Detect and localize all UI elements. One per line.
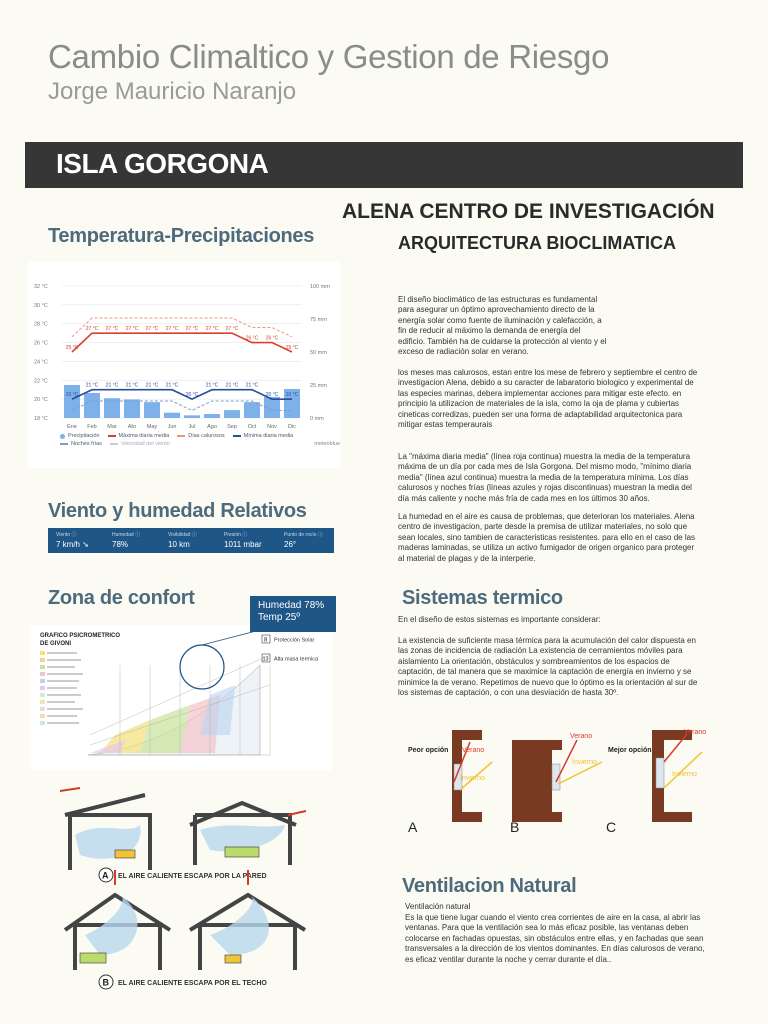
wind-cell-dewpoint: Punto de rocío ⓘ 26° bbox=[284, 532, 323, 549]
window-orientation-diagram bbox=[402, 722, 712, 842]
thermal-intro: En el diseño de estos sistemas es importante considerar: bbox=[398, 615, 601, 624]
precip-tick-label: 75 mm bbox=[310, 317, 327, 323]
precip-bar bbox=[84, 393, 100, 418]
month-label: Nov bbox=[267, 424, 277, 430]
min-temp-label: 21 °C bbox=[105, 382, 119, 389]
precip-bar bbox=[124, 400, 140, 418]
thermal-body: La existencia de suficiente masa térmica para la acumulación del calor dispuesta en las zonas de incidencia de radiación La existencia de cerramientos móviles para aislamiento La orientación, obstáculos y sombreamientos de los espacios de captación, de tal manera que se maximice la captación de energía en invierno y se minimice la de verano. Repetimos de nuevo que lo óptimo es la orientación al sur de los sistemas de captación, o con una desviación de hasta 30º. bbox=[398, 636, 698, 698]
wind-section-heading: Viento y humedad Relativos bbox=[48, 500, 307, 522]
max-temp-label: 27 °C bbox=[165, 326, 179, 333]
para-bioclimatic: El diseño bioclimático de las estructuras es fundamental para asegurar un óptimo aprovechamiento directo de la energía solar como fuente de iluminación y calefacción, a fin de reducir al máximo la demanda de energía del edificio. También ha de cuidarse la protección al viento y el exceso de radiación solar en verano. bbox=[398, 295, 607, 357]
letter-c: C bbox=[606, 819, 617, 835]
window-orientation-svg bbox=[402, 722, 712, 842]
ventilation-body: Es la que tiene lugar cuando el viento crea corrientes de aire en la casa, al abrir las ventanas. Para que la ventilación sea lo más eficaz posible, las ventanas deben colocarse en fachadas opuestas, sin obstáculos entre ellas, y en fachadas que sean transversales a la dirección de los vientos dominantes. En días calurosos de verano, es eficaz ventilar durante la noche y cerrar durante el día.. bbox=[405, 913, 705, 964]
wind-cell-pressure: Presión ⓘ 1011 mbar bbox=[224, 532, 262, 549]
max-temp-label: 26 °C bbox=[245, 335, 259, 342]
temp-tick-label: 32 °C bbox=[34, 284, 48, 290]
min-temp-label: 21 °C bbox=[205, 382, 219, 389]
house-a-right bbox=[190, 803, 296, 865]
para-max-mean: La "máxima diaria media" (línea roja continua) muestra la media de la temperatura máxima de un día por cada mes de Isla Gorgona. Del mismo modo, "mínimo diaria media" (línea azul continua) muestra la media de la temperatura mínima. Los días calurosos y noches frías (líneas azules y rojas discontinuas) muestran la media del día más caliente y noche más fría de cada mes en los últimos 30 años. bbox=[398, 452, 692, 503]
page-title: Cambio Climaltico y Gestion de Riesgo bbox=[48, 38, 610, 75]
max-temp-label: 27 °C bbox=[185, 326, 199, 333]
max-temp-label: 27 °C bbox=[225, 326, 239, 333]
para-humidity: La humedad en el aire es causa de problemas, que deterioran los materiales. Alena centro de investigacion, parte desde la premisa de utilizar materiales, no solo que sean locales, sino tambien de caracteristicas resistentes. para ello en el caso de las maderas laminadas, se utiliza un activo fumigador de origen organico para proteger al material de plagas y de la interperie. bbox=[398, 512, 696, 563]
precip-bar bbox=[244, 402, 260, 418]
comfort-highlight-circle bbox=[180, 645, 224, 689]
month-label: Feb bbox=[87, 424, 97, 430]
house-b-left bbox=[65, 895, 170, 970]
ventilation-subtitle: Ventilación natural bbox=[405, 902, 471, 911]
temp-tick-label: 26 °C bbox=[34, 340, 48, 347]
min-temp-label: 20 °C bbox=[185, 392, 199, 399]
caption-a: EL AIRE CALIENTE ESCAPA POR LA PARED bbox=[118, 873, 267, 880]
month-label: Dic bbox=[288, 424, 296, 430]
wind-cell-visibility: Visibilidad ⓘ 10 km bbox=[168, 532, 197, 549]
ventilation-section-heading: Ventilacion Natural bbox=[402, 875, 577, 897]
callout-humidity: Humedad 78% bbox=[258, 600, 325, 611]
min-temp-label: 21 °C bbox=[145, 382, 159, 389]
max-temp-label: 25 °C bbox=[285, 345, 299, 351]
min-temp-label: 21 °C bbox=[225, 382, 239, 389]
month-label: Ene bbox=[67, 424, 77, 430]
chart-legend bbox=[60, 433, 340, 449]
option-c bbox=[606, 729, 706, 835]
min-temp-label: 20 °C bbox=[65, 392, 79, 399]
letter-a: A bbox=[408, 819, 418, 835]
badge-8-num: 8 bbox=[264, 637, 268, 644]
month-label: Jul bbox=[188, 424, 196, 430]
givoni-title-1: GRAFICO PSICROMETRICO bbox=[40, 633, 121, 639]
caption-a-letter: A bbox=[102, 870, 109, 881]
month-label: May bbox=[146, 424, 158, 430]
legend-brand: meteoblue bbox=[314, 441, 340, 447]
heat-arrow bbox=[60, 788, 80, 791]
legend-precip: Precipitación bbox=[60, 433, 100, 439]
wind-cell-wind: Viento ⓘ 7 km/h ➘ bbox=[56, 532, 89, 549]
summer-label-a: Verano bbox=[462, 747, 485, 754]
ventilation-diagram bbox=[60, 785, 320, 995]
max-temp-label: 27 °C bbox=[125, 326, 139, 333]
givoni-legend bbox=[40, 651, 83, 725]
legend-min: Mínima diaria media bbox=[233, 433, 294, 439]
worst-label: Peor opción bbox=[408, 747, 449, 754]
precip-bar bbox=[64, 385, 80, 418]
legend-max: Máxima diaria media bbox=[108, 433, 170, 439]
precip-tick-label: 100 mm bbox=[310, 284, 330, 290]
option-a bbox=[408, 730, 492, 835]
center-heading-1: ALENA CENTRO DE INVESTIGACIÓN bbox=[342, 200, 715, 223]
wind-cell-humidity: Humedad ⓘ 78% bbox=[112, 532, 141, 549]
winter-label-c: Invierno bbox=[672, 771, 697, 778]
min-temp-label: 20 °C bbox=[285, 392, 299, 399]
temp-tick-label: 22 °C bbox=[34, 378, 48, 385]
callout-line bbox=[202, 630, 260, 645]
caption-b-letter: B bbox=[102, 977, 109, 988]
banner-title: ISLA GORGONA bbox=[56, 148, 269, 179]
thermal-section-heading: Sistemas termico bbox=[402, 587, 563, 609]
temp-section-heading: Temperatura-Precipitaciones bbox=[48, 225, 315, 247]
max-temp-label: 25 °C bbox=[65, 345, 79, 351]
page-author: Jorge Mauricio Naranjo bbox=[48, 78, 297, 105]
legend-cold: Noches frías bbox=[60, 441, 102, 447]
min-temp-line bbox=[72, 390, 292, 399]
max-temp-label: 26 °C bbox=[265, 335, 279, 342]
max-temp-label: 27 °C bbox=[205, 326, 219, 333]
month-label: Mar bbox=[107, 424, 117, 430]
center-heading-2: ARQUITECTURA BIOCLIMATICA bbox=[398, 233, 676, 253]
givoni-title-2: DE GIVONI bbox=[40, 641, 72, 647]
callout-temp: Temp 25º bbox=[258, 612, 301, 623]
badge-13-num: 13 bbox=[262, 656, 269, 663]
min-temp-label: 21 °C bbox=[165, 382, 179, 389]
legend-hot: Días calurosos bbox=[177, 433, 224, 439]
comfort-section-heading: Zona de confort bbox=[48, 587, 195, 609]
month-label: Ago bbox=[207, 424, 217, 430]
temp-tick-label: 20 °C bbox=[34, 397, 48, 404]
precip-bar bbox=[144, 402, 160, 418]
precip-bar bbox=[204, 414, 220, 418]
month-label: Sep bbox=[227, 424, 237, 430]
precip-bar bbox=[164, 413, 180, 418]
precip-tick-label: 0 mm bbox=[310, 416, 324, 422]
min-temp-label: 21 °C bbox=[125, 382, 139, 389]
max-temp-label: 27 °C bbox=[145, 326, 159, 333]
month-label: Abr bbox=[127, 424, 137, 430]
precip-tick-label: 50 mm bbox=[310, 350, 327, 356]
min-temp-label: 21 °C bbox=[245, 382, 259, 389]
min-temp-label: 21 °C bbox=[85, 382, 99, 389]
badge-8-label: Protección Solar bbox=[274, 637, 315, 644]
temp-tick-label: 24 °C bbox=[34, 359, 48, 366]
winter-label-b: Invierno bbox=[572, 759, 597, 766]
givoni-chart bbox=[30, 625, 332, 770]
option-b bbox=[510, 733, 602, 835]
temp-tick-label: 30 °C bbox=[34, 302, 48, 309]
precip-bar bbox=[184, 415, 200, 418]
min-temp-label: 20 °C bbox=[265, 392, 279, 399]
legend-wind: Velocidad del viento bbox=[110, 441, 170, 447]
ventilation-diagram-svg bbox=[60, 785, 320, 995]
max-temp-label: 27 °C bbox=[85, 326, 99, 333]
givoni-chart-svg bbox=[30, 625, 332, 770]
temp-tick-label: 28 °C bbox=[34, 321, 48, 328]
badge-13-label: Alta masa termica bbox=[274, 656, 319, 663]
house-b-right bbox=[190, 895, 305, 970]
house-a-left bbox=[65, 795, 150, 870]
caption-b: EL AIRE CALIENTE ESCAPA POR EL TECHO bbox=[118, 980, 267, 987]
max-temp-label: 27 °C bbox=[105, 326, 119, 333]
precip-tick-label: 25 mm bbox=[310, 383, 327, 389]
wind-bar bbox=[48, 528, 334, 553]
comfort-callout bbox=[250, 596, 336, 632]
month-label: Jun bbox=[167, 424, 177, 430]
para-hot-months: los meses mas calurosos, estan entre los mese de febrero y septiembre el centro de investigacion Alena, debido a su caracter de labaratorio biologico y experimental de las especies marinas, debera implementar acciones para mitigar este efecto. en principio la utilizacion de materiales de la isla, como la oja de plama y cubiertas cineticas corredizas, pueden ser una forma de adaptabilidad arquitectonica para mitigar estas temperaurais bbox=[398, 368, 698, 430]
month-label: Oct bbox=[247, 424, 257, 430]
summer-label-c: Verano bbox=[684, 729, 707, 736]
letter-b: B bbox=[510, 819, 520, 835]
winter-label-a: Invierno bbox=[460, 775, 485, 782]
temp-tick-label: 18 °C bbox=[34, 416, 48, 422]
precip-bar bbox=[224, 410, 240, 418]
summer-label-b: Verano bbox=[570, 733, 593, 740]
givoni-zones bbox=[88, 665, 260, 755]
best-label: Mejor opción bbox=[608, 747, 652, 754]
